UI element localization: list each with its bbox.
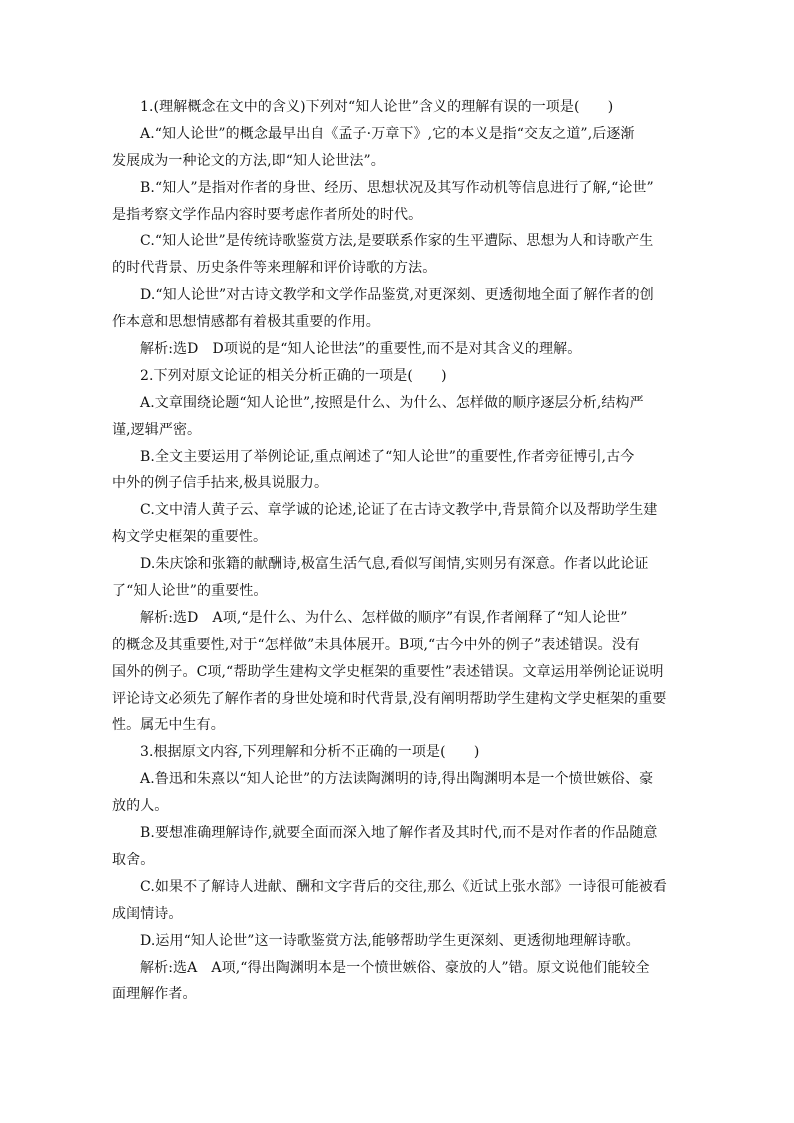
text-line: 成闺情诗。: [112, 905, 183, 922]
text-line: 取舍。: [112, 851, 155, 868]
text-line: D.朱庆馀和张籍的献酬诗,极富生活气息,看似写闺情,实则另有深意。作者以此论证: [140, 556, 649, 573]
text-line: 谨,逻辑严密。: [112, 421, 202, 438]
text-line: 解析:选D D项说的是“知人论世法”的重要性,而不是对其含义的理解。: [140, 341, 582, 358]
text-line: 面理解作者。: [112, 986, 197, 1003]
text-line: 作本意和思想情感都有着极其重要的作用。: [112, 314, 380, 331]
text-line: 性。属无中生有。: [112, 717, 225, 734]
text-line: 的时代背景、历史条件等来理解和评价诗歌的方法。: [112, 260, 437, 277]
text-line: B.全文主要运用了举例论证,重点阐述了“知人论世”的重要性,作者旁征博引,古今: [140, 448, 635, 465]
text-line: D.运用“知人论世”这一诗歌鉴赏方法,能够帮助学生更深刻、更透彻地理解诗歌。: [140, 932, 640, 949]
text-line: B.“知人”是指对作者的身世、经历、思想状况及其写作动机等信息进行了解,“论世”: [140, 179, 654, 196]
text-line: D.“知人论世”对古诗文教学和文学作品鉴赏,对更深刻、更透彻地全面了解作者的创: [140, 287, 654, 304]
document-body: [112, 94, 690, 1008]
text-line: 3.根据原文内容,下列理解和分析不正确的一项是( ): [140, 744, 480, 761]
text-line: 国外的例子。C项,“帮助学生建构文学史框架的重要性”表述错误。文章运用举例论证说明: [112, 663, 664, 680]
text-line: 解析:选D A项,“是什么、为什么、怎样做的顺序”有误,作者阐释了“知人论世”: [140, 609, 628, 626]
text-line: A.文章围绕论题“知人论世”,按照是什么、为什么、怎样做的顺序逐层分析,结构严: [140, 394, 644, 411]
text-line: A.“知人论世”的概念最早出自《孟子·万章下》,它的本义是指“交友之道”,后逐渐: [140, 125, 635, 142]
text-line: B.要想准确理解诗作,就要全面而深入地了解作者及其时代,而不是对作者的作品随意: [140, 825, 658, 842]
text-line: 是指考察文学作品内容时要考虑作者所处的时代。: [112, 206, 423, 223]
text-line: A.鲁迅和朱熹以“知人论世”的方法读陶渊明的诗,得出陶渊明本是一个愤世嫉俗、豪: [140, 771, 654, 788]
text-line: 构文学史框架的重要性。: [112, 529, 268, 546]
text-line: 2.下列对原文论证的相关分析正确的一项是( ): [140, 367, 447, 384]
text-line: 放的人。: [112, 798, 169, 815]
text-line: C.如果不了解诗人进献、酬和文字背后的交往,那么《近试上张水部》一诗很可能被看: [140, 878, 668, 895]
text-line: 中外的例子信手拈来,极具说服力。: [112, 475, 329, 492]
text-line: 了“知人论世”的重要性。: [112, 583, 268, 600]
text-line: 解析:选A A项,“得出陶渊明本是一个愤世嫉俗、豪放的人”错。原文说他们能较全: [140, 959, 650, 976]
text-line: 1.(理解概念在文中的含义)下列对“知人论世”含义的理解有误的一项是( ): [140, 99, 614, 115]
text-line: 发展成为一种论文的方法,即“知人论世法”。: [112, 152, 385, 169]
text-line: C.“知人论世”是传统诗歌鉴赏方法,是要联系作家的生平遭际、思想为人和诗歌产生: [140, 233, 654, 250]
text-line: 评论诗文必须先了解作者的身世处境和时代背景,没有阐明帮助学生建构文学史框架的重要: [112, 690, 667, 707]
text-line: C.文中清人黄子云、章学诚的论述,论证了在古诗文教学中,背景简介以及帮助学生建: [140, 502, 658, 519]
text-line: 的概念及其重要性,对于“怎样做”未具体展开。B项,“古今中外的例子”表述错误。没有: [112, 636, 640, 653]
